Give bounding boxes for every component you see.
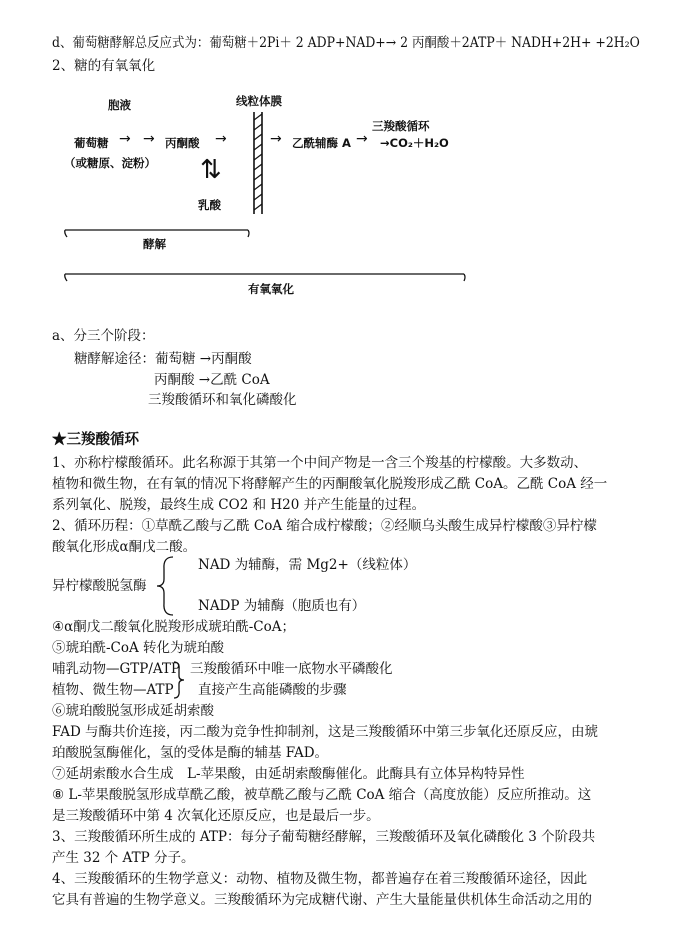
arrow-icon: → (119, 131, 131, 147)
nadp-note: NADP 为辅酶（胞质也有） (198, 598, 366, 614)
step-5: ⑤琥珀酰-CoA 转化为琥珀酸 (52, 640, 225, 656)
stage-pyruvate: 丙酮酸 →乙酰 CoA (154, 372, 270, 388)
arrow-icon: → (215, 131, 227, 147)
mammal-note: 哺乳动物—GTP/ATP (52, 661, 181, 677)
tca-p1-line: 1、亦称柠檬酸循环。此名称源于其第一个中间产物是一含三个羧基的柠檬酸。大多数动、 (52, 455, 588, 471)
arrow-icon: → (143, 131, 155, 147)
fad-line: 珀酸脱氢酶催化，氢的受体是酶的辅基 FAD。 (52, 745, 329, 761)
glycolysis-label: 酵解 (143, 237, 166, 251)
updown-arrow-icon: ⇅ (200, 155, 222, 185)
aerobic-oxidation-heading: 2、糖的有氧氧化 (52, 58, 156, 74)
glucose-alt-label: （或糖原、淀粉） (64, 156, 156, 170)
tca-section-title: ★三羧酸循环 (52, 431, 139, 448)
step-7: ⑦延胡索酸水合生成 L-苹果酸，由延胡索酸酶催化。此酶具有立体异构特异性 (52, 766, 525, 782)
right-brace-icon (172, 660, 186, 700)
substrate-phosphorylation-note: 三羧酸循环中唯一底物水平磷酸化 (190, 661, 393, 677)
fad-line: FAD 与酶共价连接，丙二酸为竞争性抑制剂，这是三羧酸循环中第三步氧化还原反应，由琥 (52, 724, 599, 740)
step-8-line: 是三羧酸循环中第 4 次氧化还原反应，也是最后一步。 (52, 808, 380, 824)
stages-intro: a、分三个阶段： (52, 328, 155, 344)
isocitrate-dehydrogenase-label: 异柠檬酸脱氢酶 (52, 578, 147, 594)
arrow-icon: → (270, 131, 282, 147)
membrane-hatch-icon (250, 112, 266, 214)
step-6: ⑥琥珀酸脱氢形成延胡索酸 (52, 703, 214, 719)
atp-yield-line: 产生 32 个 ATP 分子。 (52, 850, 195, 866)
mito-membrane-label: 线粒体膜 (236, 94, 282, 108)
tca-p2-line: 2、循环历程：①草酰乙酸与乙酰 CoA 缩合成柠檬酸；②经顺乌头酸生成异柠檬酸③异柠檬 (52, 518, 597, 534)
plant-note: 植物、微生物—ATP (52, 682, 174, 698)
tca-p1-line: 系列氧化、脱羧，最终生成 CO2 和 H20 并产生能量的过程。 (52, 497, 426, 513)
high-energy-note: 直接产生高能磷酸的步骤 (198, 682, 347, 698)
tca-cycle-label: 三羧酸循环 (372, 119, 430, 133)
aerobic-label: 有氧氧化 (248, 282, 294, 296)
step-4: ④α酮戊二酸氧化脱羧形成琥珀酰-CoA； (52, 619, 295, 635)
arrow-icon: → (356, 131, 368, 147)
stage-tca: 三羧酸循环和氧化磷酸化 (148, 392, 297, 408)
significance-line: 它具有普遍的生物学意义。三羧酸循环为完成糖代谢、产生大量能量供机体生命活动之用的 (52, 892, 592, 908)
acetyl-coa-label: 乙酰辅酶 A (292, 136, 351, 150)
significance-line: 4、三羧酸循环的生物学意义：动物、植物及微生物，都普遍存在着三羧酸循环途径，因此 (52, 871, 588, 887)
co2-h2o-product: →CO₂＋H₂O (380, 136, 449, 150)
cytosol-label: 胞液 (108, 98, 131, 112)
glycolysis-equation-line: d、葡萄糖酵解总反应式为：葡萄糖＋2Pi＋ 2 ADP+NAD+→ 2 丙酮酸＋2ATP＋ NADH+2H+ +2H₂O (52, 35, 640, 51)
pyruvate-label: 丙酮酸 (165, 136, 200, 150)
glucose-label: 葡萄糖 (74, 136, 109, 150)
nad-note: NAD 为辅酶，需 Mg2+（线粒体） (198, 557, 417, 573)
lactate-label: 乳酸 (198, 198, 221, 212)
tca-p2-line: 酸氧化形成α酮戊二酸。 (52, 539, 197, 555)
aerobic-bracket-icon (62, 268, 468, 282)
brace-icon (155, 555, 177, 617)
tca-p1-line: 植物和微生物，在有氧的情况下将酵解产生的丙酮酸氧化脱羧形成乙酰 CoA。乙酰 CoA 经一 (52, 476, 608, 492)
stage-glycolysis: 糖酵解途径：葡萄糖 →丙酮酸 (74, 351, 252, 367)
atp-yield-line: 3、三羧酸循环所生成的 ATP：每分子葡萄糖经酵解，三羧酸循环及氧化磷酸化 3 个阶段共 (52, 829, 596, 845)
step-8-line: ⑧ L-苹果酸脱氢形成草酰乙酸，被草酰乙酸与乙酰 CoA 缩合（高度放能）反应所推动。这 (52, 787, 592, 803)
